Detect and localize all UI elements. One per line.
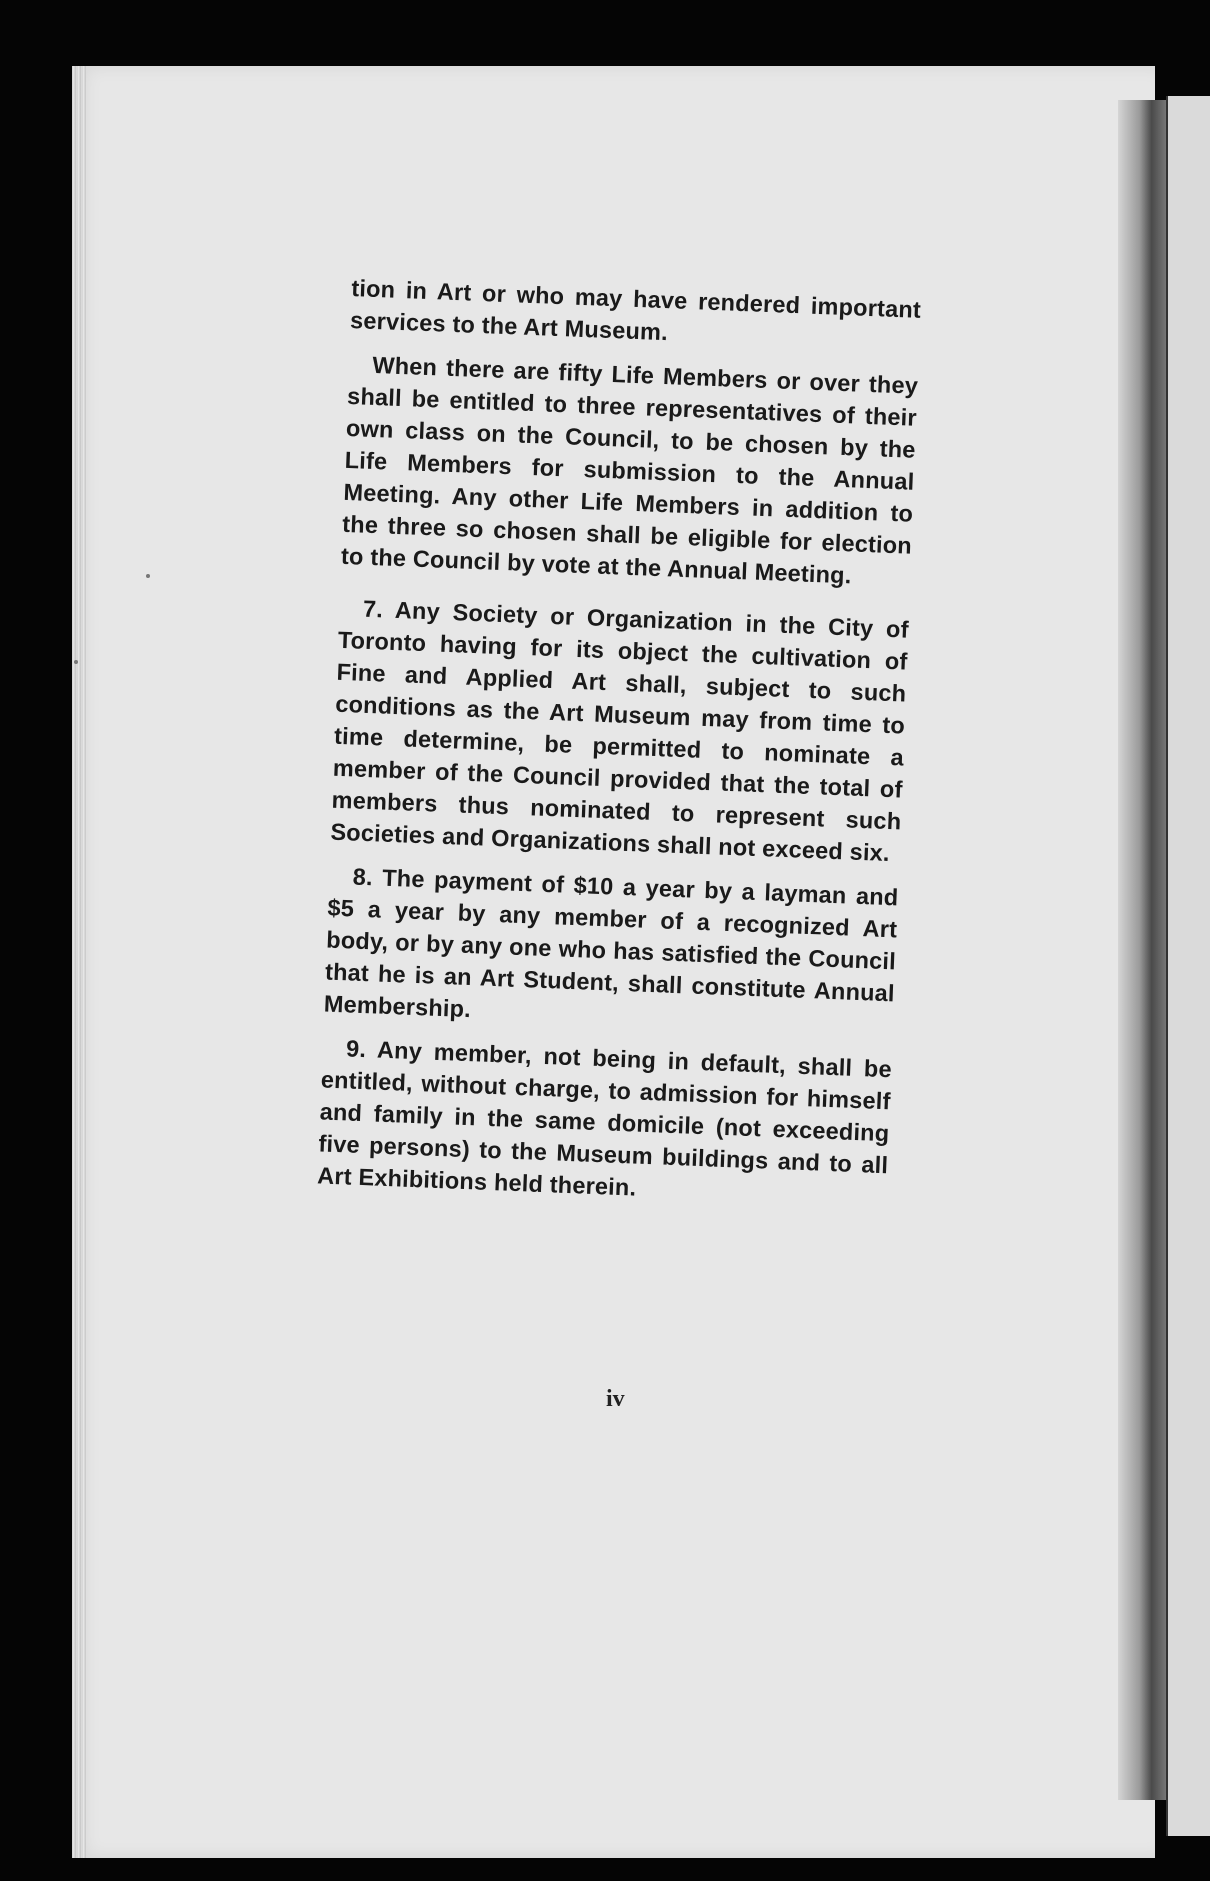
- paragraph-section-7: 7. Any Society or Organization in the City of Toronto having for its object the cultivation of Fine and Applied Art shall, subject to such conditions as the Art Museum may from time to time determine, be permitted to nominate a member of the Council provided that the total of members thus nominated to represent such Societies and Organizations shall not exceed six.: [330, 595, 910, 867]
- scan-speck: [146, 574, 150, 578]
- body-text: [316, 272, 921, 1225]
- paragraph-section-9: 9. Any member, not being in default, shall be entitled, without charge, to admission for himself and family in the same domicile (not exceeding five persons) to the Museum buildings and to all Art Exhibitions held therein.: [316, 1035, 893, 1201]
- page-number: iv: [606, 1386, 625, 1412]
- paragraph-life-members: When there are fifty Life Members or over they shall be entitled to three representatives of their own class on the Council, to be chosen by the Life Members for submission to the Annual Meeting. Any other Life Members in addition to the three so chosen shall be eligible for election to the Council by vote at the Annual Meeting.: [340, 351, 919, 589]
- scan-speck: [74, 660, 78, 664]
- paragraph-continuation: tion in Art or who may have rendered important services to the Art Museum.: [349, 274, 922, 346]
- paragraph-section-8: 8. The payment of $10 a year by a layman and $5 a year by any member of a recognized Art body, or by any one who has satisfied the Council that he is an Art Student, shall constitute Annual Membership.: [323, 863, 899, 1023]
- adjacent-page-edge: [1166, 96, 1210, 1836]
- book-gutter: [1118, 100, 1166, 1800]
- page-binding-edge: [72, 66, 86, 1858]
